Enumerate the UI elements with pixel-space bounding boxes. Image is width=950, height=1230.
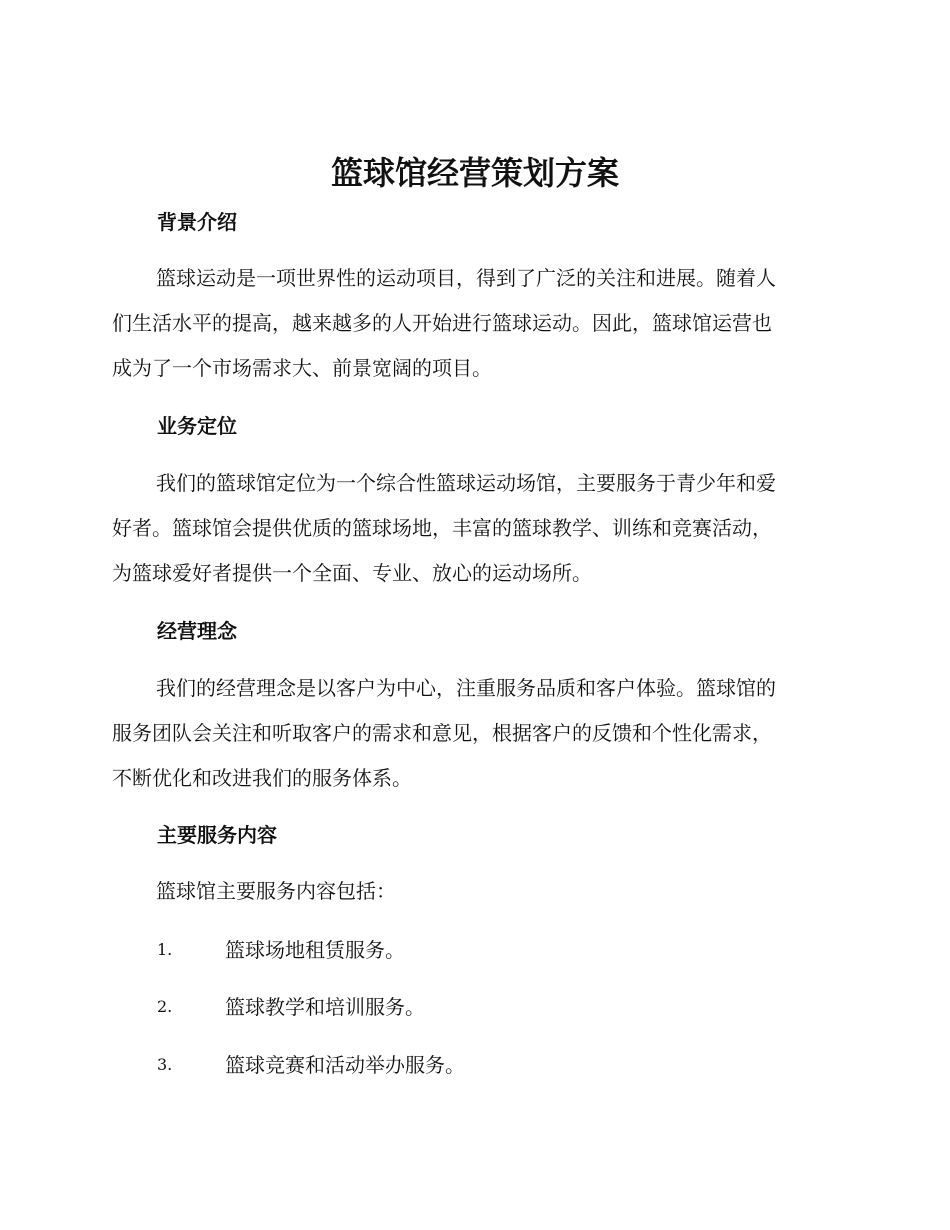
list-number: 1. [157, 940, 173, 959]
paragraph-line: 篮球馆主要服务内容包括： [156, 879, 396, 903]
list-number: 3. [157, 1055, 173, 1074]
paragraph-line: 为篮球爱好者提供一个全面、专业、放心的运动场所。 [112, 561, 592, 585]
paragraph-line: 不断优化和改进我们的服务体系。 [112, 766, 412, 790]
list-text: 篮球竞赛和活动举办服务。 [225, 1053, 465, 1077]
paragraph-line: 篮球运动是一项世界性的运动项目，得到了广泛的关注和进展。随着人 [156, 266, 776, 290]
paragraph-line: 们生活水平的提高，越来越多的人开始进行篮球运动。因此，篮球馆运营也 [112, 311, 772, 335]
paragraph-line: 我们的经营理念是以客户为中心，注重服务品质和客户体验。篮球馆的 [156, 676, 776, 700]
section-heading-positioning: 业务定位 [157, 414, 237, 438]
paragraph-line: 我们的篮球馆定位为一个综合性篮球运动场馆，主要服务于青少年和爱 [156, 471, 776, 495]
paragraph-line: 好者。篮球馆会提供优质的篮球场地，丰富的篮球教学、训练和竞赛活动， [112, 516, 772, 540]
section-heading-services: 主要服务内容 [157, 823, 277, 847]
section-paragraph-background [112, 256, 832, 391]
document-title: 篮球馆经营策划方案 [330, 154, 619, 192]
section-paragraph-philosophy [112, 666, 832, 801]
section-heading-background: 背景介绍 [157, 210, 237, 234]
section-paragraph-positioning [112, 461, 832, 596]
section-heading-philosophy: 经营理念 [157, 619, 237, 643]
section-paragraph-services [112, 869, 832, 914]
paragraph-line: 服务团队会关注和听取客户的需求和意见，根据客户的反馈和个性化需求， [112, 721, 772, 745]
paragraph-line: 成为了一个市场需求大、前景宽阔的项目。 [112, 356, 492, 380]
list-text: 篮球教学和培训服务。 [225, 995, 425, 1019]
list-text: 篮球场地租赁服务。 [225, 938, 405, 962]
list-number: 2. [157, 997, 173, 1016]
